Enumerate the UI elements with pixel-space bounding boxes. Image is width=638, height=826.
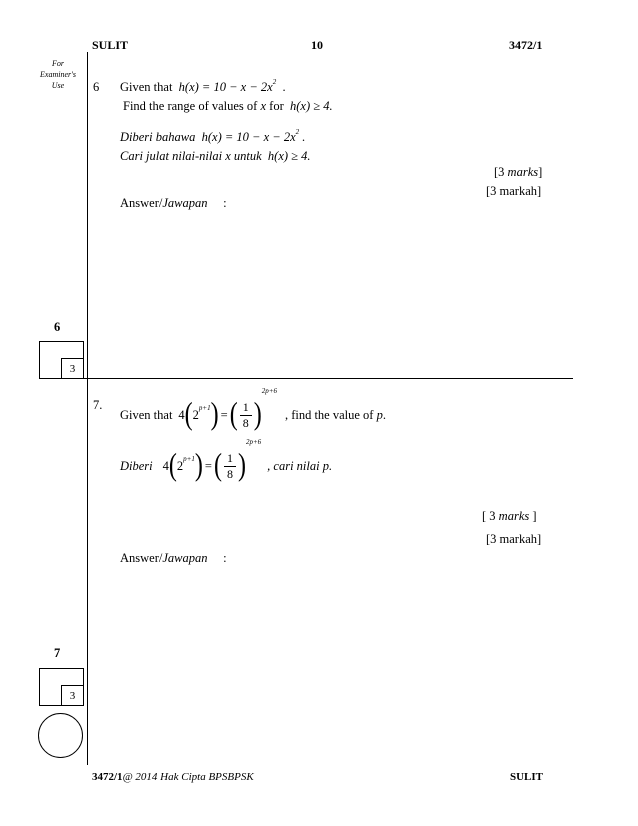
q7-given-en: Given that 4 ( 2 p+1 ) = ( $\frac{1}{8}$ ) 2p+6 , find the value of p . — [120, 387, 386, 432]
footer-right: SULIT — [510, 771, 544, 783]
q7-number: 7. — [93, 398, 103, 412]
total-score-circle — [38, 713, 83, 758]
q7-fraction-ms: $\frac{1}{8}$ — [224, 451, 236, 482]
header-right: 3472/1 — [509, 38, 543, 52]
q6-markah: [3 markah] — [486, 184, 542, 198]
question-divider — [40, 378, 573, 379]
q6-answer-label: Answer/Jawapan : — [120, 196, 227, 210]
margin-divider — [87, 52, 88, 765]
q6-box-number: 6 — [54, 320, 61, 334]
q7-given-ms: Diberi 4 ( 2 p+1 ) = ( $\frac{1}{8}$ ) 2p+6 , cari nilai p. — [120, 438, 333, 483]
q6-marks: [3 marks] — [494, 165, 543, 179]
footer-left: 3472/1@ 2014 Hak Cipta BPSBPSK — [92, 771, 254, 783]
q7-answer-label: Answer/Jawapan : — [120, 551, 227, 565]
page-number: 10 — [311, 38, 323, 52]
q7-fraction: $\frac{1}{8}$ — [240, 400, 252, 431]
q6-score-box: 3 — [61, 358, 84, 379]
examiner-use-label: For Examiner's Use — [40, 59, 76, 90]
q6-find-en: Find the range of values of x for h(x) ≥ 4. — [123, 99, 333, 113]
q6-number: 6 — [93, 80, 100, 94]
q7-markah: [3 markah] — [486, 532, 542, 546]
q6-given-ms: Diberi bahawa $h(x) = 10 - x - 2x^2$ . — [120, 128, 306, 144]
q6-find-ms: Cari julat nilai-nilai x untuk h(x) ≥ 4. — [120, 149, 311, 163]
q7-score-box: 3 — [61, 685, 84, 706]
q6-given-en: Given that $h(x) = 10 - x - 2x^2$ . — [120, 78, 286, 94]
q7-marks: [ 3 marks ] — [482, 509, 537, 523]
header-left: SULIT — [92, 38, 129, 52]
q7-box-number: 7 — [54, 646, 61, 660]
